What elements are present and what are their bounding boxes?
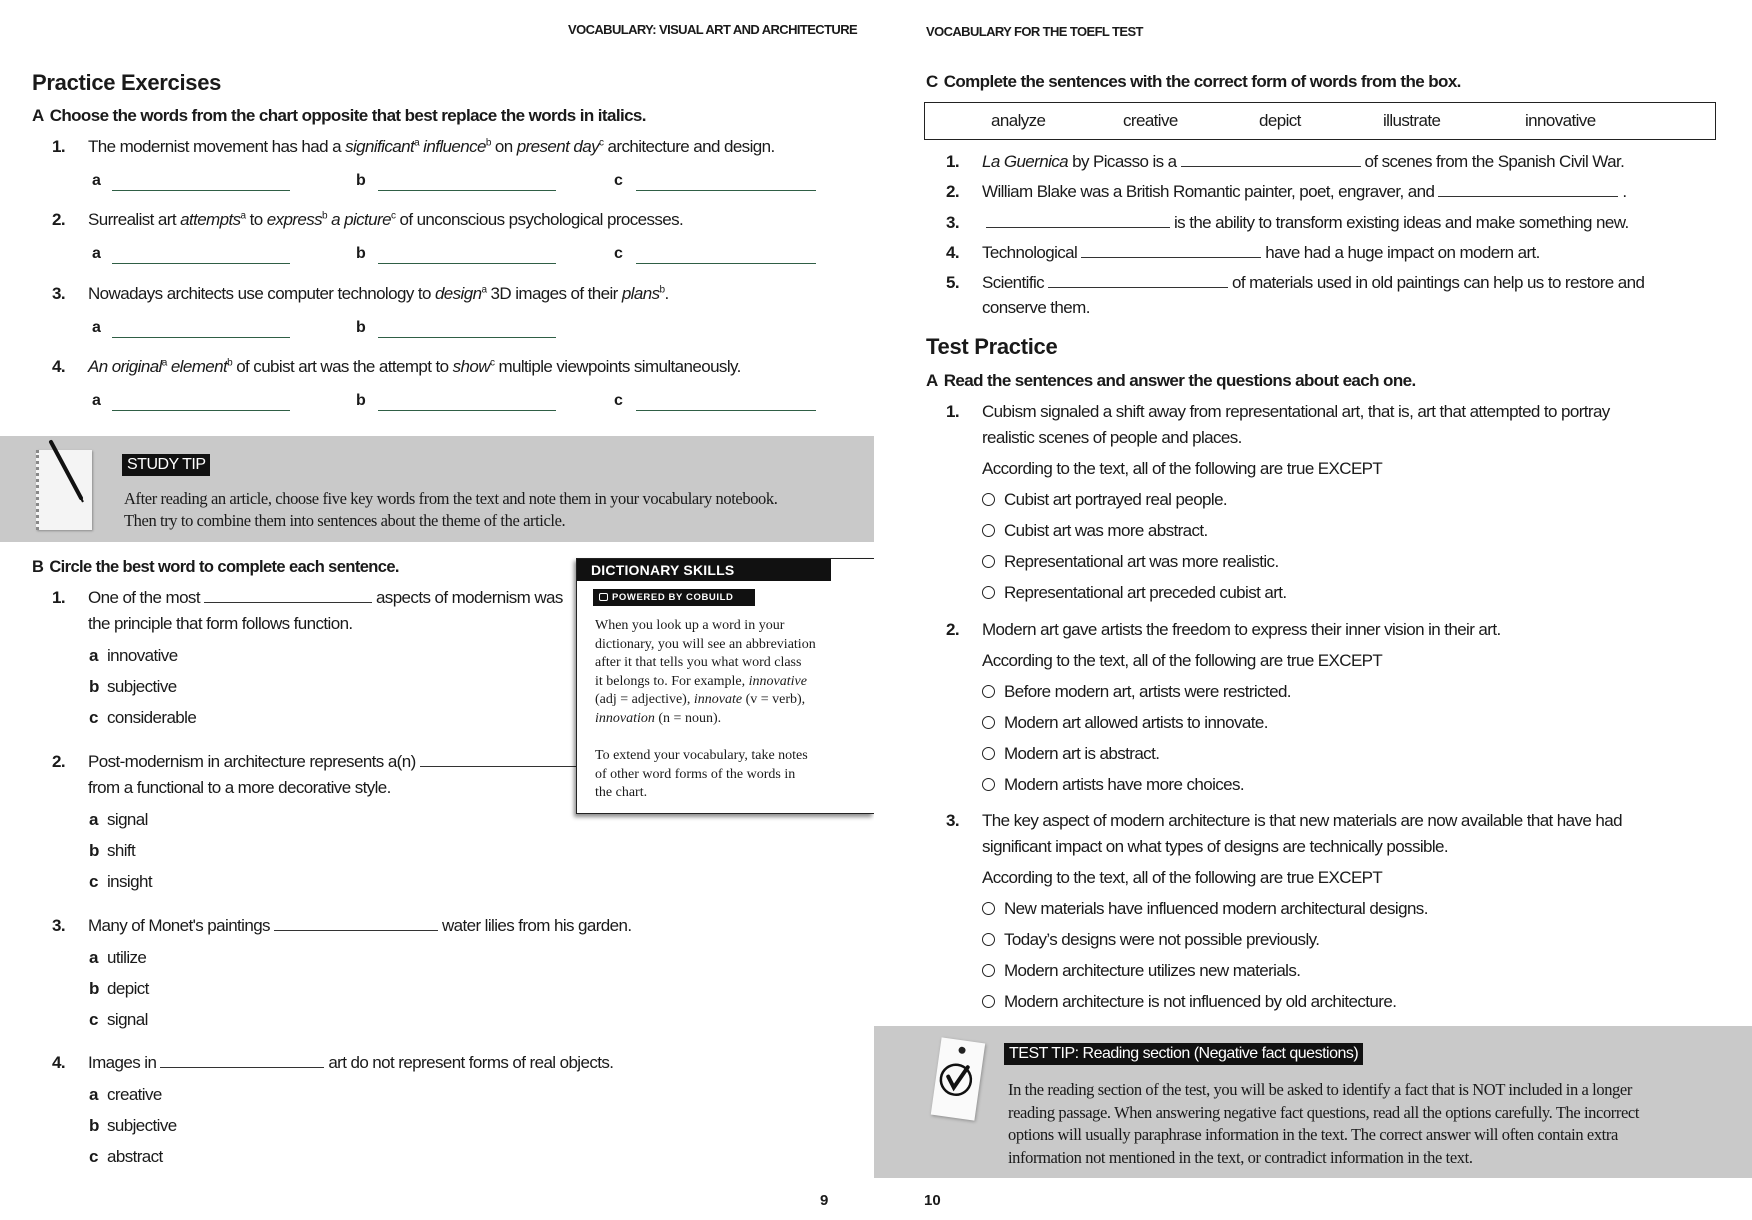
question-number: 2. <box>946 620 959 639</box>
powered-by-text: POWERED BY COBUILD <box>612 592 734 603</box>
exercise-a-item <box>52 357 741 377</box>
sentence-continuation: from a functional to a more decorative style. <box>88 778 391 797</box>
superscript-letter: a <box>481 284 487 296</box>
answer-option[interactable] <box>982 899 1428 919</box>
answer-blank[interactable] <box>112 337 290 338</box>
left-page <box>0 0 874 1220</box>
option-word: considerable <box>107 708 197 727</box>
option-c[interactable] <box>89 872 152 892</box>
radio-button[interactable] <box>982 933 995 946</box>
answer-blank[interactable] <box>112 410 290 411</box>
item-number: 2. <box>52 210 65 229</box>
study-tip-line-1: After reading an article, choose five key words from the text and note them in your vocabulary notebook. <box>124 489 778 508</box>
item-number: 4. <box>946 243 959 262</box>
test-tip-body <box>1008 1079 1639 1169</box>
text-line: of other word forms of the words in <box>595 766 796 782</box>
section-title-test-practice: Test Practice <box>926 334 1058 359</box>
answer-option[interactable] <box>982 930 1319 950</box>
item-number: 3. <box>52 284 65 303</box>
answer-blank[interactable] <box>1081 244 1261 258</box>
word-box <box>924 102 1716 140</box>
option-word: signal <box>107 1010 148 1029</box>
option-word: utilize <box>107 948 147 967</box>
option-word: subjective <box>107 677 177 696</box>
option-text: Cubist art portrayed real people. <box>1004 490 1228 509</box>
option-c[interactable] <box>89 1147 163 1167</box>
question-item <box>946 402 1610 422</box>
option-text: New materials have influenced modern architectural designs. <box>1004 899 1428 918</box>
option-letter: c <box>89 872 98 891</box>
italic-word: An original <box>88 357 162 376</box>
question-text-continuation: realistic scenes of people and places. <box>982 428 1242 447</box>
option-letter: a <box>89 1085 98 1104</box>
italic-word: design <box>434 284 482 303</box>
text-line <box>595 673 816 692</box>
answer-blank[interactable] <box>378 190 556 191</box>
item-number: 4. <box>52 1053 65 1072</box>
dictionary-paragraph-1 <box>595 617 816 728</box>
sentence-continuation: conserve them. <box>982 298 1090 317</box>
item-number: 3. <box>946 213 959 232</box>
answer-label: a <box>92 245 101 262</box>
superscript-letter: a <box>414 137 420 149</box>
exercise-b-item <box>52 916 631 936</box>
answer-option[interactable] <box>982 992 1396 1012</box>
text-line: In the reading section of the test, you will be asked to identify a fact that is NOT included in a longer <box>1008 1080 1632 1099</box>
exercise-letter: A <box>926 371 938 390</box>
option-c[interactable] <box>89 1010 148 1030</box>
page-number-right: 10 <box>924 1192 941 1209</box>
answer-label: a <box>92 319 101 336</box>
answer-row <box>0 392 874 412</box>
radio-button[interactable] <box>982 685 995 698</box>
exercise-a-item <box>52 284 669 304</box>
running-head-left: VOCABULARY: VISUAL ART AND ARCHITECTURE <box>568 22 858 37</box>
sentence-text: The modernist movement has had a <box>88 137 346 156</box>
sentence-text: Technological <box>982 243 1078 262</box>
superscript-letter: b <box>659 284 665 296</box>
test-tip-box <box>874 1026 1752 1178</box>
dictionary-paragraph-2 <box>595 747 808 803</box>
section-title-practice-exercises: Practice Exercises <box>32 70 222 95</box>
answer-row <box>0 172 874 192</box>
option-a[interactable] <box>89 948 146 968</box>
option-word: creative <box>107 1085 162 1104</box>
option-b[interactable] <box>89 841 135 861</box>
italic-word: significant <box>345 137 415 156</box>
italic-word: element <box>170 357 228 376</box>
option-b[interactable] <box>89 1116 177 1136</box>
option-letter: b <box>89 1116 99 1135</box>
option-letter: a <box>89 810 98 829</box>
sentence-text: architecture and design. <box>603 137 775 156</box>
sentence-text: water lilies from his garden. <box>441 916 632 935</box>
sentence-text: of materials used in old paintings can help us to restore and <box>1232 273 1645 292</box>
sentence-text: have had a huge impact on modern art. <box>1265 243 1540 262</box>
text-run: (v = verb), <box>742 692 806 707</box>
question-prompt: According to the text, all of the following are true EXCEPT <box>982 651 1383 670</box>
answer-blank[interactable] <box>112 263 290 264</box>
sentence-text: Many of Monet's paintings <box>88 916 270 935</box>
superscript-letter: a <box>240 210 246 222</box>
item-number: 1. <box>52 137 65 156</box>
sentence-text: is the ability to transform existing ideas and make something new. <box>1174 213 1629 232</box>
answer-option[interactable] <box>982 490 1227 510</box>
superscript-letter: c <box>489 357 495 369</box>
sentence-text: Surrealist art <box>88 210 181 229</box>
answer-blank[interactable] <box>378 263 556 264</box>
answer-blank[interactable] <box>378 410 556 411</box>
exercise-b-instruction <box>32 558 399 577</box>
question-text: Modern art gave artists the freedom to express their inner vision in their art. <box>982 620 1501 639</box>
exercise-a-item <box>52 137 775 157</box>
sentence-text: of cubist art was the attempt to <box>232 357 453 376</box>
radio-button[interactable] <box>982 555 995 568</box>
sentence-text: Nowadays architects use computer technology to <box>88 284 435 303</box>
option-text: Modern art is abstract. <box>1004 744 1160 763</box>
answer-row <box>0 245 874 265</box>
superscript-letter: b <box>322 210 327 222</box>
sentence-text: on <box>490 137 517 156</box>
superscript-letter: b <box>227 357 233 369</box>
italic-word: plans <box>621 284 660 303</box>
example-word: innovative <box>748 673 807 689</box>
sentence-text: . <box>1622 182 1627 201</box>
answer-blank[interactable] <box>1438 183 1618 197</box>
exercise-b-item <box>52 1053 613 1073</box>
option-word: subjective <box>107 1116 177 1135</box>
text-line: information not mentioned in the text, or contradict information in the text. <box>1008 1147 1473 1167</box>
radio-button[interactable] <box>982 964 995 977</box>
sentence-text: 3D images of their <box>486 284 622 303</box>
answer-option[interactable] <box>982 961 1300 981</box>
item-number: 2. <box>946 182 959 201</box>
text-line: To extend your vocabulary, take notes <box>595 748 808 763</box>
question-item <box>946 620 1501 640</box>
question-number: 1. <box>946 402 959 421</box>
option-word: abstract <box>107 1147 163 1166</box>
answer-option[interactable] <box>982 744 1159 764</box>
powered-by-badge <box>593 589 755 606</box>
exercise-letter: A <box>32 106 44 125</box>
answer-option[interactable] <box>982 682 1291 702</box>
italic-word: present day <box>516 137 600 156</box>
radio-button[interactable] <box>982 716 995 729</box>
exercise-c-item <box>946 243 1540 263</box>
superscript-letter: c <box>390 210 396 222</box>
sentence-text: . <box>664 284 669 303</box>
answer-blank[interactable] <box>1048 274 1228 288</box>
text-line: the chart. <box>595 785 648 800</box>
sentence-text: Post-modernism in architecture represents a(n) <box>88 752 416 771</box>
answer-blank[interactable] <box>378 337 556 338</box>
answer-option[interactable] <box>982 775 1244 795</box>
sentence-text: William Blake was a British Romantic painter, poet, engraver, and <box>982 182 1435 201</box>
item-number: 5. <box>946 273 959 292</box>
exercise-b-item <box>52 752 580 772</box>
option-a[interactable] <box>89 1085 162 1105</box>
option-word: signal <box>107 810 148 829</box>
answer-blank[interactable] <box>420 753 576 767</box>
question-prompt: According to the text, all of the following are true EXCEPT <box>982 459 1383 478</box>
sentence-text: Scientific <box>982 273 1045 292</box>
option-letter: a <box>89 948 98 967</box>
option-word: depict <box>107 979 149 998</box>
study-tip-line-2: Then try to combine them into sentences about the theme of the article. <box>124 511 566 530</box>
option-text: Today’s designs were not possible previously. <box>1004 930 1320 949</box>
radio-button[interactable] <box>982 524 995 537</box>
test-tip-label: TEST TIP: Reading section (Negative fact questions) <box>1004 1043 1363 1065</box>
option-text: Representational art was more realistic. <box>1004 552 1279 571</box>
text-line: after it that tells you what word class <box>595 655 802 670</box>
answer-option[interactable] <box>982 583 1287 603</box>
word-box-item: creative <box>1123 111 1178 130</box>
answer-blank[interactable] <box>986 214 1170 228</box>
option-text: Modern artists have more choices. <box>1004 775 1245 794</box>
answer-label: b <box>356 319 366 336</box>
radio-button[interactable] <box>982 778 995 791</box>
item-number: 2. <box>52 752 65 771</box>
radio-button[interactable] <box>982 747 995 760</box>
option-text: Modern architecture is not influenced by old architecture. <box>1004 992 1397 1011</box>
sentence-text: of unconscious psychological processes. <box>395 210 684 229</box>
answer-option[interactable] <box>982 552 1279 572</box>
exercise-c-item <box>946 213 1629 233</box>
right-page <box>874 0 1752 1220</box>
answer-label: b <box>356 245 366 262</box>
option-text: Modern architecture utilizes new materials. <box>1004 961 1301 980</box>
sentence-text: aspects of modernism was <box>375 588 563 607</box>
option-b[interactable] <box>89 979 149 999</box>
dictionary-skills-title: DICTIONARY SKILLS <box>577 559 831 581</box>
word-box-item: innovative <box>1525 111 1596 130</box>
instruction-text: Complete the sentences with the correct form of words from the box. <box>943 72 1461 91</box>
question-prompt: According to the text, all of the following are true EXCEPT <box>982 868 1383 887</box>
text-line: options will usually paraphrase information in the text. The correct answer will often contain extra <box>1008 1125 1618 1144</box>
study-tip-label: STUDY TIP <box>122 454 210 476</box>
sentence-text: multiple viewpoints simultaneously. <box>494 357 741 376</box>
italic-word: influence <box>423 137 486 156</box>
checkmark-note-icon <box>931 1037 985 1120</box>
text-line: When you look up a word in your <box>595 618 785 633</box>
study-tip-box <box>0 436 874 542</box>
superscript-letter: c <box>599 137 604 149</box>
dictionary-skills-box <box>576 558 874 814</box>
answer-blank[interactable] <box>636 190 816 191</box>
option-b[interactable] <box>89 677 177 697</box>
word-box-item: illustrate <box>1383 111 1441 130</box>
italic-word: a picture <box>331 210 391 229</box>
exercise-letter: C <box>926 72 938 91</box>
answer-blank[interactable] <box>1181 153 1361 167</box>
word-box-item: analyze <box>991 111 1046 130</box>
exercise-c-item <box>946 273 1644 293</box>
running-head-right: VOCABULARY FOR THE TOEFL TEST <box>926 24 1143 39</box>
answer-label: b <box>356 172 366 189</box>
exercise-c-item <box>946 182 1626 202</box>
exercise-letter: B <box>32 558 44 576</box>
answer-blank[interactable] <box>274 917 438 931</box>
answer-option[interactable] <box>982 713 1268 733</box>
instruction-text: Read the sentences and answer the questions about each one. <box>943 371 1416 390</box>
answer-label: c <box>614 392 623 409</box>
option-text: Representational art preceded cubist art. <box>1004 583 1287 602</box>
superscript-letter: b <box>485 137 491 149</box>
text-line: dictionary, you will see an abbreviation <box>595 636 816 652</box>
option-letter: b <box>89 841 99 860</box>
text-line <box>595 710 816 729</box>
option-letter: b <box>89 979 99 998</box>
superscript-letter: a <box>161 357 167 369</box>
example-word: innovate <box>693 692 743 707</box>
text-run: (adj = adjective), <box>595 692 694 707</box>
italic-word: express <box>266 210 323 229</box>
option-text: Cubist art was more abstract. <box>1004 521 1208 540</box>
answer-blank[interactable] <box>160 1054 324 1068</box>
notebook-pen-icon <box>36 450 92 530</box>
option-letter: c <box>89 1147 98 1166</box>
italic-word: show <box>452 357 490 376</box>
exercise-a-instruction <box>32 106 646 126</box>
cobuild-book-icon <box>599 593 608 601</box>
artwork-title: La Guernica <box>982 152 1069 171</box>
answer-blank[interactable] <box>204 589 372 603</box>
option-word: insight <box>107 872 152 891</box>
question-text-continuation: significant impact on what types of designs are technically possible. <box>982 837 1449 856</box>
option-text: Modern art allowed artists to innovate. <box>1004 713 1268 732</box>
answer-label: a <box>92 172 101 189</box>
option-c[interactable] <box>89 708 196 728</box>
item-number: 3. <box>52 916 65 935</box>
option-word: innovative <box>107 646 178 665</box>
radio-button[interactable] <box>982 902 995 915</box>
item-number: 1. <box>946 152 959 171</box>
answer-label: c <box>614 245 623 262</box>
exercise-b-item <box>52 588 563 608</box>
item-number: 1. <box>52 588 65 607</box>
question-text: The key aspect of modern architecture is that new materials are now available that have had <box>982 811 1622 830</box>
sentence-text: Images in <box>88 1053 157 1072</box>
option-letter: b <box>89 677 99 696</box>
item-number: 4. <box>52 357 65 376</box>
sentence-text: art do not represent forms of real objects. <box>328 1053 614 1072</box>
sentence-text: to <box>245 210 267 229</box>
instruction-text: Circle the best word to complete each sentence. <box>49 558 399 576</box>
sentence-text: of scenes from the Spanish Civil War. <box>1364 152 1625 171</box>
italic-word: attempts <box>180 210 241 229</box>
text-line <box>595 691 816 710</box>
example-word: innovation <box>595 710 655 726</box>
radio-button[interactable] <box>982 995 995 1008</box>
exercise-c-item <box>946 152 1624 172</box>
exercise-a-item <box>52 210 683 230</box>
question-text: Cubism signaled a shift away from representational art, that is, art that attempted to portray <box>982 402 1610 421</box>
option-letter: c <box>89 1010 98 1029</box>
question-number: 3. <box>946 811 959 830</box>
answer-row <box>0 319 874 339</box>
question-item <box>946 811 1622 831</box>
option-a[interactable] <box>89 646 178 666</box>
answer-label: c <box>614 172 623 189</box>
sentence-continuation: the principle that form follows function. <box>88 614 353 633</box>
answer-label: a <box>92 392 101 409</box>
text-run: it belongs to. For example, <box>595 673 749 689</box>
option-a[interactable] <box>89 810 148 830</box>
radio-button[interactable] <box>982 493 995 506</box>
answer-blank[interactable] <box>112 190 290 191</box>
option-word: shift <box>107 841 136 860</box>
option-letter: a <box>89 646 98 665</box>
instruction-text: Choose the words from the chart opposite that best replace the words in italics. <box>49 106 646 125</box>
option-letter: c <box>89 708 98 727</box>
exercise-c-instruction <box>926 72 1461 92</box>
answer-option[interactable] <box>982 521 1208 541</box>
text-run: (n = noun). <box>654 710 722 726</box>
answer-label: b <box>356 392 366 409</box>
answer-blank[interactable] <box>636 263 816 264</box>
word-box-item: depict <box>1259 111 1301 130</box>
page-number-left: 9 <box>820 1192 829 1209</box>
text-line: reading passage. When answering negative fact questions, read all the options carefully. The incorrect <box>1008 1102 1640 1122</box>
test-practice-instruction <box>926 371 1416 391</box>
option-text: Before modern art, artists were restricted. <box>1004 682 1291 701</box>
sentence-text: by Picasso is a <box>1068 152 1177 171</box>
radio-button[interactable] <box>982 586 995 599</box>
sentence-text: One of the most <box>88 588 200 607</box>
answer-blank[interactable] <box>636 410 816 411</box>
